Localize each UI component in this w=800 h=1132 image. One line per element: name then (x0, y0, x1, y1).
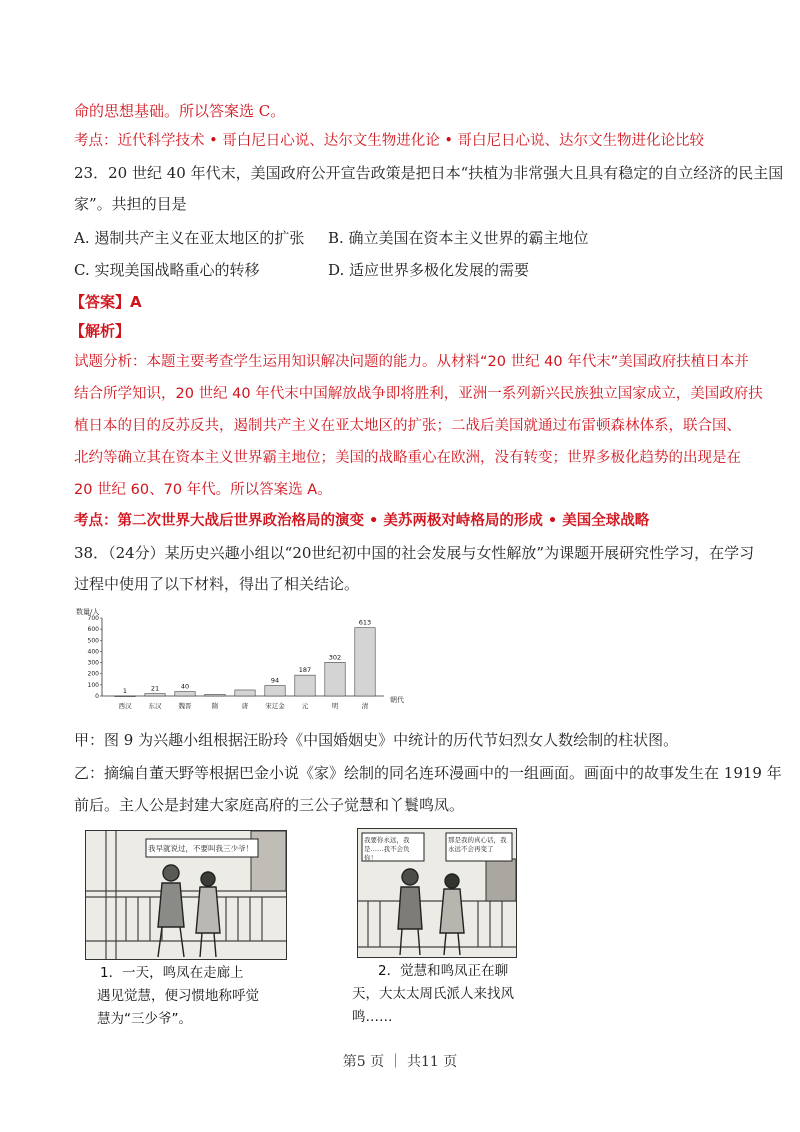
material-yi-line1: 乙：摘编自董天野等根据巴金小说《家》绘制的同名连环漫画中的一组画面。画面中的故事发生在 1919 年 (74, 764, 782, 782)
comic-1-caption-line3: 慧为“三少爷”。 (97, 1011, 192, 1027)
chart-value-label-6: 187 (298, 666, 312, 675)
chart-category-label-5: 宋辽金 (265, 702, 285, 710)
chart-y-tick-label: 100 (87, 681, 99, 689)
chart-bar-4 (235, 690, 255, 696)
q23-answer: 【答案】A (70, 293, 142, 311)
comic-2-caption-line1: 2．觉慧和鸣凤正在聊 (378, 963, 509, 979)
chart-x-label: 朝代 (390, 696, 404, 704)
chart-y-tick-label: 500 (87, 637, 99, 645)
q23-stem-line2: 家”。共担的目是 (74, 195, 187, 213)
q23-option-a: A. 遏制共产主义在亚太地区的扩张 (74, 229, 305, 247)
chart-y-tick-label: 400 (87, 648, 99, 656)
q23-option-b: B. 确立美国在资本主义世界的霸主地位 (328, 229, 589, 247)
chart-bar-2 (175, 692, 195, 696)
q23-option-c: C. 实现美国战略重心的转移 (74, 261, 260, 279)
q23-analysis-line3: 植日本的目的反苏反共，遏制共产主义在亚太地区的扩张；二战后美国就通过布雷顿森林体系，联合国、 (74, 418, 741, 434)
comic-panel-1 (85, 830, 287, 960)
q23-stem-line1: 23．20 世纪 40 年代末，美国政府公开宣告政策是把日本“扶植为非常强大且具有稳定的自立经济的民主国 (74, 164, 784, 182)
q23-analysis-line5: 20 世纪 60、70 年代。所以答案选 A。 (74, 482, 332, 498)
chart-y-tick-label: 300 (87, 659, 99, 667)
chart-category-label-0: 西汉 (118, 702, 132, 710)
comic-2-caption-line2: 天，大太太周氏派人来找风 (352, 986, 514, 1002)
chart-value-label-5: 94 (270, 676, 280, 685)
chart-y-tick-label: 600 (87, 626, 99, 634)
q23-option-d: D. 适应世界多极化发展的需要 (328, 261, 530, 279)
chart-y-tick-label: 0 (95, 693, 99, 700)
q23-jiexi-heading: 【解析】 (70, 322, 131, 340)
chart-category-label-6: 元 (301, 702, 309, 710)
chart-bar-6 (295, 675, 315, 696)
chart-category-label-7: 明 (331, 702, 339, 710)
q23-analysis-line1: 试题分析：本题主要考查学生运用知识解决问题的能力。从材料“20 世纪 40 年代末”美国政府扶植日本并 (74, 354, 749, 370)
chart-category-label-8: 清 (361, 702, 369, 710)
chart-value-label-1: 21 (150, 684, 160, 693)
chart-category-label-1: 东汉 (148, 702, 162, 710)
page-footer: 第5 页 ｜ 共11 页 (342, 1054, 458, 1070)
q23-analysis-line2: 结合所学知识，20 世纪 40 年代末中国解放战争即将胜利，亚洲一系列新兴民族独立国家成立，美国政府扶 (74, 386, 763, 402)
comic-panel-2 (357, 828, 517, 958)
chart-y-label: 数量/人 (76, 608, 100, 616)
q23-kaodian: 考点：第二次世界大战后世界政治格局的演变 • 美苏两极对峙格局的形成 • 美国全球战略 (74, 513, 650, 529)
chart-value-label-2: 40 (180, 682, 190, 691)
chart-value-label-7: 302 (328, 653, 342, 662)
chart-category-label-4: 唐 (241, 702, 249, 710)
chart-value-label-8: 613 (358, 618, 372, 627)
chart-bar-3 (205, 694, 225, 696)
material-yi-line2: 前后。主人公是封建大家庭高府的三公子觉慧和丫鬟鸣凤。 (74, 796, 465, 814)
q23-analysis-line4: 北约等确立其在资本主义世界霸主地位；美国的战略重心在欧洲，没有转变；世界多极化趋势的出现是在 (74, 450, 741, 466)
chart-value-label-0: 1 (122, 686, 128, 695)
intro-kaodian: 考点：近代科学技术 • 哥白尼日心说、达尔文生物进化论 • 哥白尼日心说、达尔文生物进化论比较 (74, 133, 705, 149)
chart-category-label-3: 隋 (211, 702, 219, 710)
comic-2-speech-bubble-right: 那是我的真心话，我永远不会再变了 (448, 836, 507, 853)
chart-bar-7 (325, 662, 345, 696)
comic-1-speech-bubble: 我早就说过，不要叫我三少爷！ (148, 844, 253, 853)
chart-bar-0 (115, 696, 135, 697)
q38-stem-line1: 38．（24分）某历史兴趣小组以“20世纪初中国的社会发展与女性解放”为课题开展研究性学习，在学习 (74, 544, 755, 562)
chart-category-label-2: 魏晋 (178, 702, 192, 710)
chart-y-tick-label: 200 (87, 670, 99, 678)
chart-bar-5 (265, 686, 285, 696)
q38-stem-line2: 过程中使用了以下材料，得出了相关结论。 (74, 575, 360, 593)
material-jia: 甲：图 9 为兴趣小组根据汪盼玲《中国婚姻史》中统计的历代节妇烈女人数绘制的柱状图。 (74, 731, 679, 749)
comic-1-caption-line1: 1．一天，鸣凤在走廊上 (100, 965, 244, 981)
comic-2-caption-line3: 鸣…… (352, 1009, 393, 1025)
comic-1-caption-line2: 遇见觉慧，便习惯地称呼觉 (97, 988, 259, 1004)
intro-answer-line: 命的思想基础。所以答案选 C。 (74, 102, 286, 120)
dynasty-bar-chart (72, 604, 412, 722)
comic-2-speech-bubble-left: 我要你永远，我是……我不会负你！ (364, 836, 410, 862)
chart-bar-8 (355, 628, 375, 696)
chart-bar-1 (145, 694, 165, 696)
chart-y-tick-label: 700 (87, 615, 99, 622)
